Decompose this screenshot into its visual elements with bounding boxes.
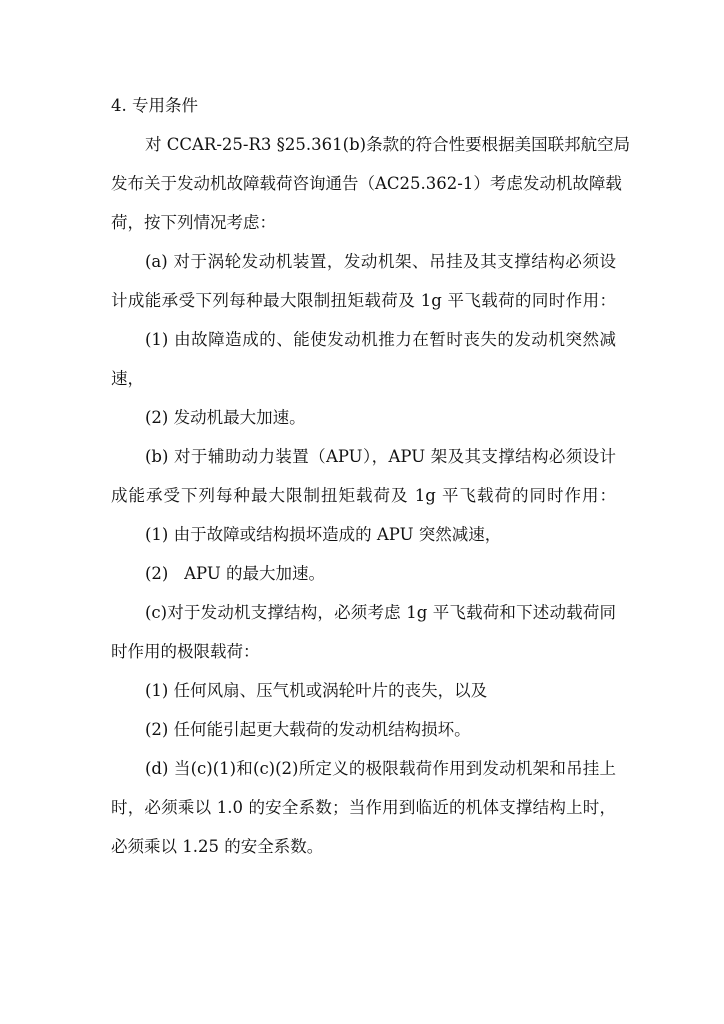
paragraph-line: 荷，按下列情况考虑： <box>111 213 276 232</box>
section-heading: 4. 专用条件 <box>111 96 198 115</box>
paragraph-line: (2) 任何能引起更大载荷的发动机结构损坏。 <box>145 720 471 739</box>
paragraph-line: (1) 由于故障或结构损坏造成的 APU 突然减速， <box>145 525 502 544</box>
paragraph-line: 时，必须乘以 1.0 的安全系数；当作用到临近的机体支撑结构上时， <box>111 798 616 817</box>
paragraph-line: 时作用的极限载荷： <box>111 642 260 661</box>
paragraph-line: 对 CCAR-25-R3 §25.361(b)条款的符合性要根据美国联邦航空局 <box>145 135 631 154</box>
paragraph-line: (a) 对于涡轮发动机装置，发动机架、吊挂及其支撑结构必须设 <box>145 252 616 271</box>
paragraph-line: 成能承受下列每种最大限制扭矩载荷及 1g 平飞载荷的同时作用： <box>111 486 616 505</box>
paragraph-line: (d) 当(c)(1)和(c)(2)所定义的极限载荷作用到发动机架和吊挂上 <box>145 759 616 778</box>
paragraph-line: 速， <box>111 369 144 388</box>
paragraph-line: (c)对于发动机支撑结构，必须考虑 1g 平飞载荷和下述动载荷同 <box>145 603 616 622</box>
paragraph-line: 计成能承受下列每种最大限制扭矩载荷及 1g 平飞载荷的同时作用： <box>111 291 616 310</box>
paragraph-line: (b) 对于辅助动力装置（APU），APU 架及其支撑结构必须设计 <box>145 447 616 466</box>
paragraph-line: (1) 由故障造成的、能使发动机推力在暂时丧失的发动机突然减 <box>145 330 616 349</box>
paragraph-line: (2) 发动机最大加速。 <box>145 408 306 427</box>
paragraph-line: 发布关于发动机故障载荷咨询通告（AC25.362-1）考虑发动机故障载 <box>111 174 622 193</box>
paragraph-line: 必须乘以 1.25 的安全系数。 <box>111 837 324 856</box>
paragraph-line: (1) 任何风扇、压气机或涡轮叶片的丧失，以及 <box>145 681 488 700</box>
paragraph-line: (2) APU 的最大加速。 <box>145 564 325 583</box>
